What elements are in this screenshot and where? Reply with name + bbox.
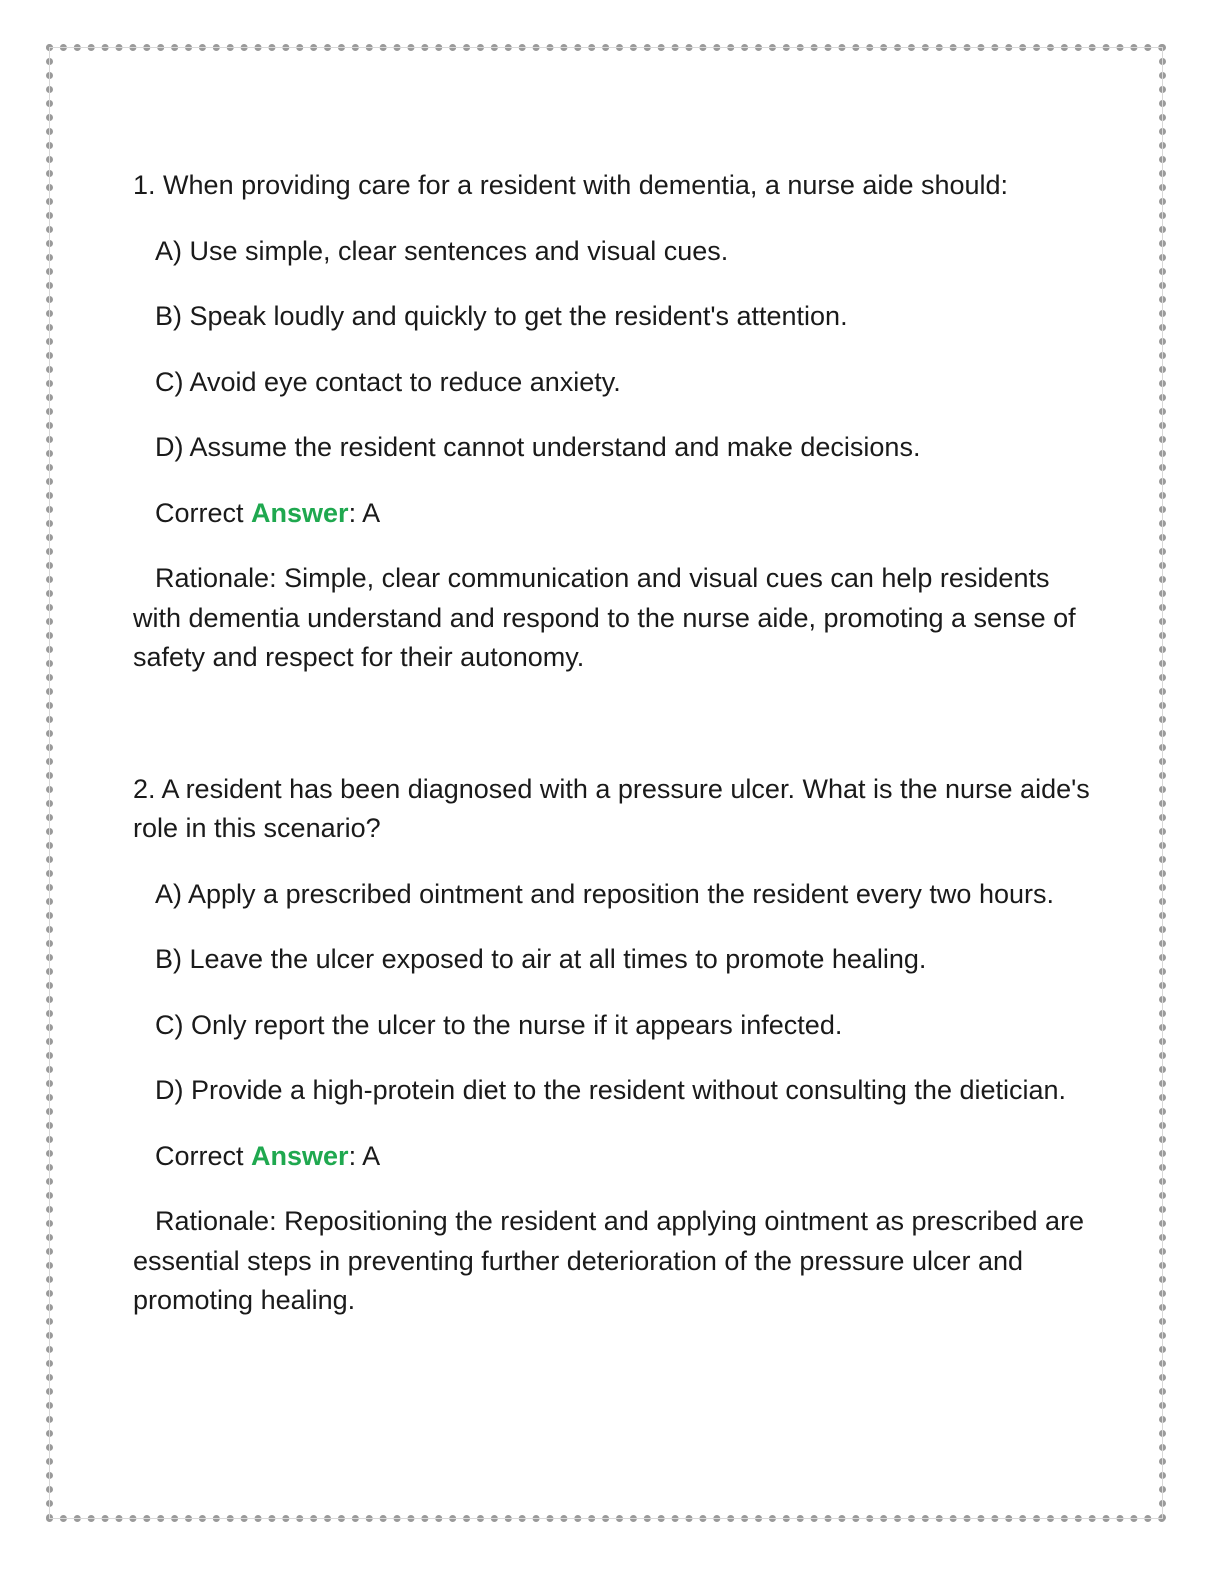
question-2-answer: [133, 1137, 1093, 1177]
question-2-option-d: D) Provide a high-protein diet to the resident without consulting the dietician.: [155, 1075, 1067, 1105]
answer-prefix: Correct: [155, 1140, 252, 1171]
question-1-option-c: C) Avoid eye contact to reduce anxiety.: [155, 366, 621, 397]
answer-word: Answer: [251, 1140, 349, 1171]
answer-word: Answer: [251, 497, 349, 528]
question-2: [133, 770, 1093, 849]
question-1-answer: [133, 494, 1093, 534]
section-spacer: [133, 704, 1093, 770]
question-1: [133, 166, 1093, 206]
answer-value: : A: [348, 1140, 381, 1171]
question-2-rationale: Rationale: Repositioning the resident and applying ointment as prescribed are essential steps in preventing further deterioration of the pressure ulcer and promoting healing.: [133, 1206, 1085, 1315]
question-block-1: [133, 166, 1093, 678]
question-1-option-b: B) Speak loudly and quickly to get the resident's attention.: [155, 301, 848, 331]
question-1-rationale: Rationale: Simple, clear communication and visual cues can help residents with dementia understand and respond to the nurse aide, promoting a sense of safety and respect for their autonomy.: [133, 563, 1076, 672]
question-2-number: 2.: [133, 773, 156, 804]
answer-prefix: Correct: [155, 497, 252, 528]
question-1-option-a: A) Use simple, clear sentences and visual cues.: [155, 235, 729, 266]
question-1-text: When providing care for a resident with dementia, a nurse aide should:: [163, 170, 1009, 200]
document-content: [133, 166, 1093, 1347]
question-2-option-a: A) Apply a prescribed ointment and reposition the resident every two hours.: [155, 878, 1054, 909]
answer-value: : A: [348, 497, 381, 528]
question-2-option-c: C) Only report the ulcer to the nurse if it appears infected.: [155, 1009, 843, 1040]
question-2-text: A resident has been diagnosed with a pressure ulcer. What is the nurse aide's role in this scenario?: [133, 773, 1090, 843]
question-2-option-b: B) Leave the ulcer exposed to air at all times to promote healing.: [155, 944, 927, 974]
question-1-number: 1.: [133, 170, 156, 200]
question-1-option-d: D) Assume the resident cannot understand and make decisions.: [155, 432, 921, 462]
question-block-2: [133, 770, 1093, 1321]
